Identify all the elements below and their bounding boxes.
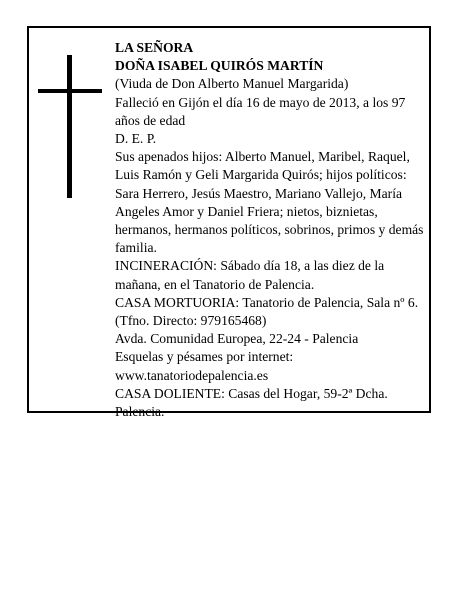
obituary-notice bbox=[27, 26, 431, 420]
notice-text bbox=[115, 39, 427, 421]
cross-vertical-bar bbox=[67, 55, 72, 198]
cross-horizontal-bar bbox=[38, 89, 102, 93]
mortuary-address: Avda. Comunidad Europea, 22-24 - Palencia bbox=[115, 331, 359, 347]
deceased-name: DOÑA ISABEL QUIRÓS MARTÍN bbox=[115, 58, 324, 74]
cremation-info: INCINERACIÓN: Sábado día 18, a las diez de la mañana, en el Tanatorio de Palencia. bbox=[115, 258, 385, 292]
notice-title: LA SEÑORA bbox=[115, 40, 194, 55]
internet-label: Esquelas y pésames por internet: bbox=[115, 349, 294, 365]
family-list: Sus apenados hijos: Alberto Manuel, Maribel, Raquel, Luis Ramón y Geli Margarida Quirós; hijos políticos: Sara Herrero, Jesús Maestro, Mariano Vallejo, María Angeles Amor y Daniel Friera; nietos, biznietas, hermanos, hermanos políticos, sobrinos, primos y demás familia. bbox=[115, 149, 424, 256]
latin-cross-icon bbox=[38, 55, 102, 200]
website-link[interactable]: www.tanatoriodepalencia.es bbox=[115, 367, 269, 383]
death-details: Falleció en Gijón el día 16 de mayo de 2013, a los 97 años de edad bbox=[115, 94, 406, 128]
widow-of-line: (Viuda de Don Alberto Manuel Margarida) bbox=[115, 76, 349, 92]
rip-line: D. E. P. bbox=[115, 131, 157, 147]
mortuary-info: CASA MORTUORIA: Tanatorio de Palencia, Sala nº 6. (Tfno. Directo: 979165468) bbox=[115, 294, 419, 329]
family-home-info: CASA DOLIENTE: Casas del Hogar, 59-2ª Dcha. Palencia. bbox=[115, 385, 388, 420]
